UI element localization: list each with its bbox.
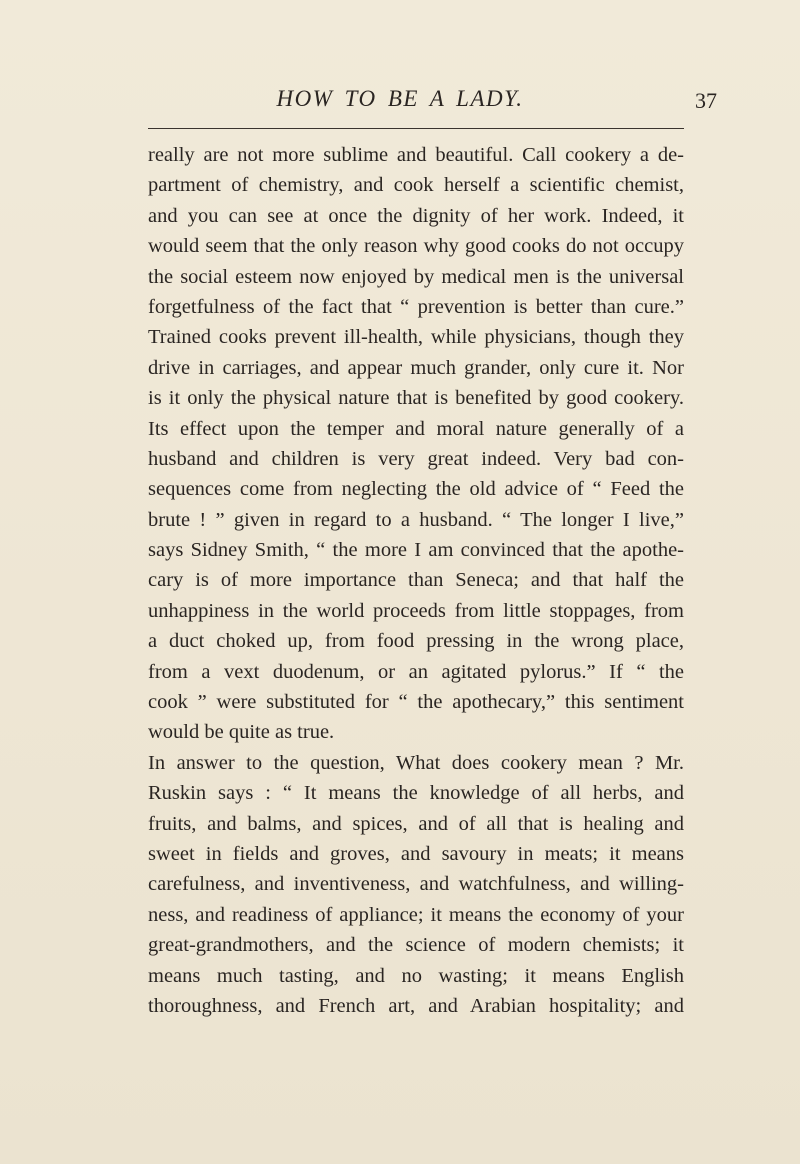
header-rule: [148, 128, 684, 129]
page-number: 37: [695, 88, 717, 113]
text-line: the social esteem now enjoyed by medical men is the universal: [148, 265, 684, 288]
text-line: drive in carriages, and appear much grander, only cure it. Nor: [148, 356, 684, 379]
text-line: Trained cooks prevent ill-health, while physicians, though they: [148, 326, 684, 349]
text-line: cook ” were substituted for “ the apothecary,” this sentiment: [148, 691, 684, 714]
text-line: unhappiness in the world proceeds from little stoppages, from: [148, 599, 684, 622]
text-line: means much tasting, and no wasting; it means English: [148, 964, 684, 987]
text-line: would be quite as true.: [148, 721, 335, 744]
text-line: carefulness, and inventiveness, and watchfulness, and willing-: [148, 873, 684, 896]
page-header: [0, 86, 800, 126]
text-line: Its effect upon the temper and moral nature generally of a: [148, 417, 684, 440]
text-line: husband and children is very great indeed. Very bad con-: [148, 447, 684, 470]
running-head: HOW TO BE A LADY.: [276, 86, 524, 111]
text-line: ness, and readiness of appliance; it means the economy of your: [148, 903, 684, 926]
text-line: In answer to the question, What does cookery mean ? Mr.: [148, 751, 684, 774]
text-line: says Sidney Smith, “ the more I am convinced that the apothe-: [148, 539, 684, 562]
text-line: a duct choked up, from food pressing in the wrong place,: [148, 630, 684, 653]
text-line: is it only the physical nature that is benefited by good cookery.: [148, 387, 684, 410]
text-line: brute ! ” given in regard to a husband. “ The longer I live,”: [148, 508, 684, 531]
text-line: thoroughness, and French art, and Arabian hospitality; and: [148, 994, 684, 1017]
text-line: from a vext duodenum, or an agitated pylorus.” If “ the: [148, 660, 684, 683]
text-line: fruits, and balms, and spices, and of all that is healing and: [148, 812, 684, 835]
text-line: sequences come from neglecting the old advice of “ Feed the: [148, 478, 684, 501]
text-line: sweet in fields and groves, and savoury in meats; it means: [148, 842, 684, 865]
text-line: Ruskin says : “ It means the knowledge of all herbs, and: [148, 782, 684, 805]
text-line: really are not more sublime and beautiful. Call cookery a de-: [148, 144, 684, 166]
text-line: would seem that the only reason why good cooks do not occupy: [148, 235, 684, 258]
body-text: [148, 140, 684, 1021]
text-line: cary is of more importance than Seneca; and that half the: [148, 569, 684, 592]
text-line: and you can see at once the dignity of her work. Indeed, it: [148, 204, 684, 227]
text-line: partment of chemistry, and cook herself a scientific chemist,: [148, 174, 684, 197]
text-line: great-grandmothers, and the science of modern chemists; it: [148, 934, 684, 957]
text-line: forgetfulness of the fact that “ prevention is better than cure.”: [148, 295, 684, 318]
